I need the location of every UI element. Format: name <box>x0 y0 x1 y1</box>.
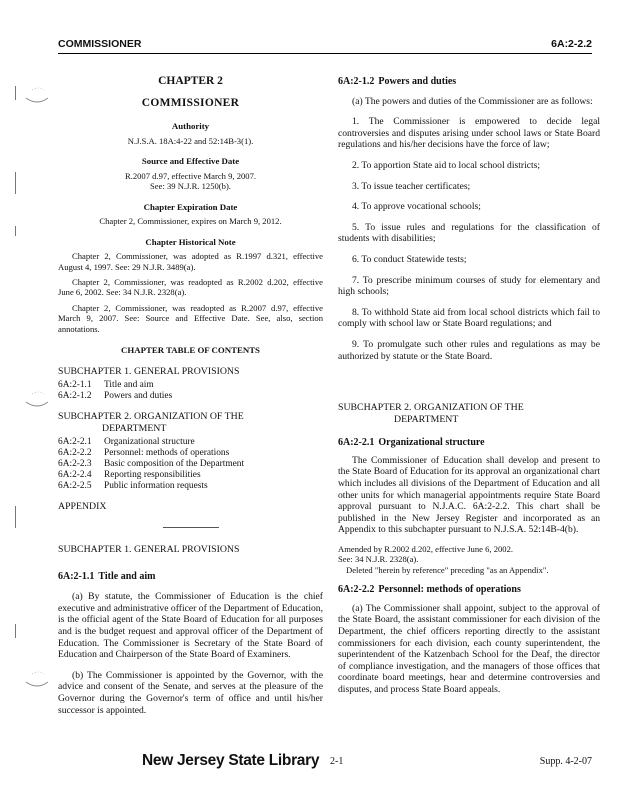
duty-item: 7. To prescribe minimum courses of study for elementary and high schools; <box>338 274 600 298</box>
toc-entry-title: Title and aim <box>104 380 154 391</box>
toc-entry-title: Basic composition of the Department <box>104 459 245 470</box>
source-line: See: 39 N.J.R. 1250(b). <box>150 181 231 192</box>
section-paragraph: (b) The Commissioner is appointed by the Governor, with the advice and consent of the Senate, and serves at the pleasure of the Governor during the Governor's term of office and until his/her successor is appointed. <box>58 669 323 716</box>
toc-list <box>58 380 323 402</box>
section-number: 6A:2-2.1 <box>338 437 375 449</box>
duty-item: 5. To issue rules and regulations for the classification of students with disabilities; <box>338 221 600 245</box>
section-title: Powers and duties <box>378 76 457 87</box>
toc-entry-number: 6A:2-1.1 <box>58 380 92 391</box>
duty-item: 1. The Commissioner is empowered to decide legal controversies and disputes arising under school laws or State Board regulations and his/her decisions have the force of law; <box>338 116 600 151</box>
toc-entry[interactable] <box>58 459 323 470</box>
toc-entry-title: Organizational structure <box>104 437 195 448</box>
margin-mark <box>15 506 16 528</box>
chapter-title: COMMISSIONER <box>141 96 240 109</box>
toc-entry[interactable] <box>58 437 323 448</box>
section-number: 6A:2-1.2 <box>338 76 375 87</box>
header-rule <box>58 53 592 54</box>
history-note: Chapter 2, Commissioner, was readopted as R.2002 d.202, effective June 6, 2002. See: 34 N.J.R. 2328(a). <box>58 277 323 298</box>
chapter-number: CHAPTER 2 <box>158 75 223 87</box>
hole-punch-mark <box>24 668 50 690</box>
duty-item: 4. To approve vocational schools; <box>352 201 481 213</box>
toc-entry[interactable] <box>58 481 323 492</box>
duty-item: 3. To issue teacher certificates; <box>352 180 471 192</box>
toc-subchapter: SUBCHAPTER 2. ORGANIZATION OF THE <box>58 411 244 423</box>
margin-mark <box>15 86 16 100</box>
subchapter-heading-cont: DEPARTMENT <box>394 413 459 425</box>
subchapter-heading: SUBCHAPTER 2. ORGANIZATION OF THE <box>338 402 524 414</box>
section-paragraph: (a) The powers and duties of the Commissioner are as follows: <box>352 95 593 107</box>
margin-mark <box>15 226 16 236</box>
toc-entry-number: 6A:2-2.2 <box>58 448 92 459</box>
toc-entry-title: Personnel: methods of operations <box>104 448 230 459</box>
toc-entry-title: Public information requests <box>104 481 208 492</box>
duties-list <box>338 116 600 362</box>
toc-heading: CHAPTER TABLE OF CONTENTS <box>121 345 260 356</box>
toc-entry[interactable] <box>58 391 323 402</box>
toc-entry-number: 6A:2-2.4 <box>58 470 92 481</box>
toc-subchapter-cont: DEPARTMENT <box>102 422 167 434</box>
section-divider <box>163 527 219 528</box>
library-stamp: New Jersey State Library <box>142 752 320 769</box>
section-title: Organizational structure <box>378 437 485 449</box>
toc-list <box>58 437 323 492</box>
toc-entry-number: 6A:2-1.2 <box>58 391 92 402</box>
hole-punch-mark <box>24 84 50 106</box>
toc-entry-title: Powers and duties <box>104 391 173 402</box>
section-number: 6A:2-1.1 <box>58 570 95 582</box>
duty-item: 6. To conduct Statewide tests; <box>352 253 467 265</box>
supplement-date: Supp. 4-2-07 <box>539 756 592 767</box>
section-paragraph: The Commissioner of Education shall develop and present to the State Board of Education for its approval an organizational chart which includes all divisions of the Department of Education and all other units for which managerial appointments require State Board approval pursuant to N.J.A.C. 6A:2-2.2. This chart shall be published in the New Jersey Register and incorporated as an Appendix to this subchapter pursuant to N.J.S.A. 52:14B-4(b). <box>338 454 600 536</box>
section-title: Personnel: methods of operations <box>378 584 521 596</box>
source-line: R.2007 d.97, effective March 9, 2007. <box>124 170 257 181</box>
subchapter-heading: SUBCHAPTER 1. GENERAL PROVISIONS <box>58 544 240 555</box>
toc-entry[interactable] <box>58 448 323 459</box>
amendment-note: Deleted "herein by reference" preceding "as an Appendix". <box>346 564 549 575</box>
toc-entry-number: 6A:2-2.5 <box>58 481 92 492</box>
toc-entry-title: Reporting responsibilities <box>104 470 201 481</box>
toc-entry[interactable] <box>58 470 323 481</box>
amendment-note: Amended by R.2002 d.202, effective June 6, 2002. <box>338 544 514 555</box>
authority-heading: Authority <box>171 121 210 132</box>
margin-mark <box>15 624 16 638</box>
header-section: 6A:2-2.2 <box>551 38 592 50</box>
toc-entry-number: 6A:2-2.1 <box>58 437 92 448</box>
section-heading <box>338 584 600 596</box>
history-note: Chapter 2, Commissioner, was readopted as R.2007 d.97, effective March 9, 2007. See: Source and Effective Date. See, also, section annotations. <box>58 302 323 334</box>
section-heading <box>58 571 323 583</box>
section-title: Title and aim <box>98 570 156 582</box>
toc-subchapter: SUBCHAPTER 1. GENERAL PROVISIONS <box>58 365 240 377</box>
hole-punch-mark <box>24 388 50 410</box>
toc-entry-number: 6A:2-2.3 <box>58 459 92 470</box>
authority-text: N.J.S.A. 18A:4-22 and 52:14B-3(1). <box>127 135 254 146</box>
page-number: 2-1 <box>330 756 344 767</box>
history-heading: Chapter Historical Note <box>145 236 236 247</box>
section-paragraph: (a) The Commissioner shall appoint, subject to the approval of the State Board, the assistant commissioner for each division of the Department, the chief officers reporting directly to the assistant commissioners for each division, each county superintendent, the superintendent of the Katzenbach School for the Deaf, the director of compliance investigation, and the managers of those offices that coordinate board meetings, hear and determine controversies and disputes, and process State Board appeals. <box>338 602 600 695</box>
duty-item: 2. To apportion State aid to local school districts; <box>352 159 541 171</box>
margin-mark <box>15 172 16 194</box>
section-heading <box>338 76 600 88</box>
running-header <box>58 38 592 52</box>
source-heading: Source and Effective Date <box>141 156 240 167</box>
left-column <box>58 76 323 716</box>
right-column <box>338 76 600 696</box>
section-heading <box>338 437 600 449</box>
expiration-text: Chapter 2, Commissioner, expires on March 9, 2012. <box>99 216 282 227</box>
toc-appendix[interactable]: APPENDIX <box>58 501 107 513</box>
amendment-note: See: 34 N.J.R. 2328(a). <box>338 554 419 565</box>
header-chapter: COMMISSIONER <box>58 38 142 50</box>
history-note: Chapter 2, Commissioner, was adopted as R.1997 d.321, effective August 4, 1997. See: 29 N.J.R. 3489(a). <box>58 251 323 272</box>
section-number: 6A:2-2.2 <box>338 584 375 596</box>
toc-entry[interactable] <box>58 380 323 391</box>
duty-item: 9. To promulgate such other rules and regulations as may be authorized by statute or the State Board. <box>338 338 600 362</box>
section-paragraph: (a) By statute, the Commissioner of Education is the chief executive and administrative officer of the Department of Education, is the official agent of the State Board of Education for all purposes and is the budget request and approval officer of the Department of Education. The Commissioner is Secretary of the State Board of Education and Chairperson of the State Board of Examiners. <box>58 591 323 661</box>
expiration-heading: Chapter Expiration Date <box>143 201 238 212</box>
duty-item: 8. To withhold State aid from local school districts which fail to comply with school law or State Board regulations; and <box>338 306 600 330</box>
